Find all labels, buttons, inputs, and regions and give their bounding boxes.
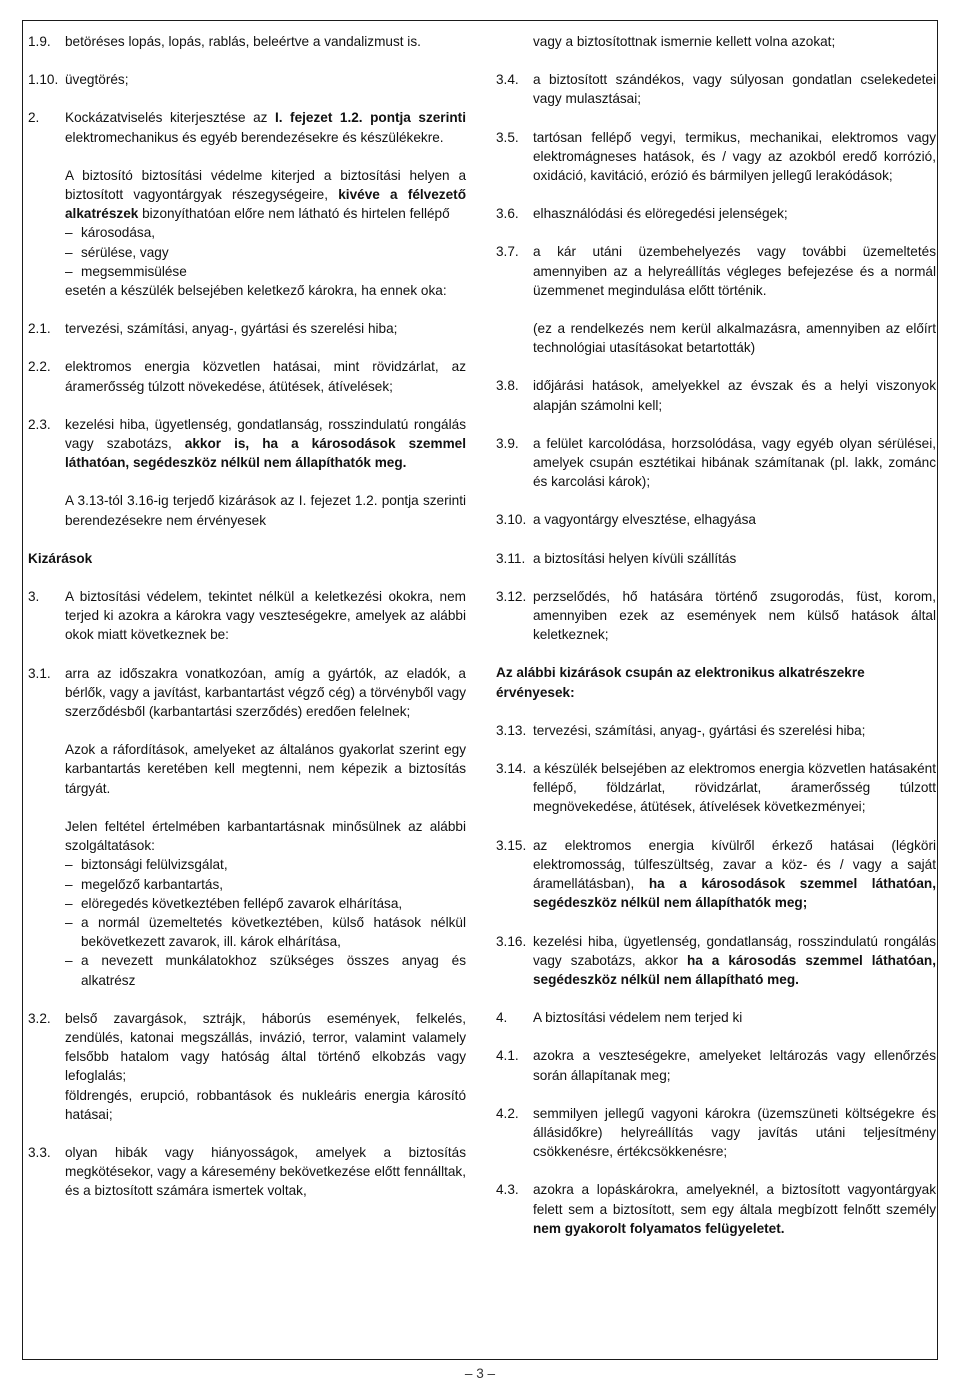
bold-text-run: I. fejezet 1.2. pontja szerinti (274, 110, 466, 126)
clause-3-3-continuation: vagy a biztosítottnak ismernie kellett volna azokat; (533, 34, 836, 49)
clause-text (533, 836, 936, 913)
coverage-paragraph-end: esetén a készülék belsejében keletkező károkra, ha ennek oka: (65, 283, 447, 299)
clause-number: 4.1. (496, 1048, 519, 1064)
clause-text (65, 108, 466, 146)
clause-text: tervezési, számítási, anyag-, gyártási és szerelési hiba; (533, 722, 866, 738)
clause-number: 3.14. (496, 761, 527, 777)
clause-number: 3.6. (496, 206, 519, 222)
list-item-text: megsemmisülése (81, 263, 187, 279)
clause-2-3 (28, 415, 466, 473)
clause-4-1 (496, 1046, 936, 1084)
clause-text: semmilyen jellegű vagyoni károkra (üzemszüneti költségekre és állásidőkre) helyreállítás vagy javítás utáni teljesítmény csökkenésre, értékcsökkenésre; (533, 1105, 936, 1160)
clause-number: 3.5. (496, 129, 519, 145)
list-item-text: elöregedés következtében fellépő zavarok elhárítása, (81, 895, 403, 911)
clause-3-2 (28, 1009, 466, 1086)
clause-number: 1.9. (28, 34, 51, 49)
dash-bullet: – (65, 953, 73, 969)
clause-3-15 (496, 836, 936, 913)
dash-bullet: – (65, 244, 73, 260)
clause-3-6 (496, 204, 936, 223)
dash-bullet: – (65, 895, 73, 911)
list-item (65, 875, 466, 894)
clause-text: A biztosítási védelem, tekintet nélkül a keletkezési okokra, nem terjed ki azokra a károkra vagy veszteségekre, amelyek az alábbi okok miatt következnek be: (65, 589, 466, 643)
clause-number: 2.2. (28, 359, 51, 375)
clause-3-1 (28, 664, 466, 722)
clause-text: azokra a veszteségekre, amelyeket leltározás vagy ellenőrzés során állapítanak meg; (533, 1048, 936, 1083)
dash-list (28, 223, 466, 281)
clause-number: 3.1. (28, 665, 51, 681)
list-item (65, 913, 466, 951)
clause-3-10 (496, 510, 936, 529)
clause-text: tervezési, számítási, anyag-, gyártási és szerelési hiba; (65, 321, 398, 337)
clause-number: 3.8. (496, 378, 519, 394)
clause-3-14 (496, 759, 936, 817)
clause-text: időjárási hatások, amelyekkel az évszak és a helyi viszonyok alapján számolni kell; (533, 378, 936, 413)
clause-3 (28, 587, 466, 645)
clause-4-2 (496, 1104, 936, 1162)
clause-text: a felület karcolódása, horzsolódása, vagy egyéb olyan sérülései, amelyek csupán esztétikai hibának számítanak (pl. lakk, zománc és karcolási károk); (533, 435, 936, 490)
list-item (65, 262, 466, 281)
list-item (65, 951, 466, 989)
clause-4-3 (496, 1180, 936, 1238)
clause-3-3 (28, 1143, 466, 1201)
clause-3-8 (496, 376, 936, 414)
clause-number: 3. (28, 589, 40, 605)
clause-number: 2.1. (28, 321, 51, 337)
service-list (28, 855, 466, 989)
clause-text: elhasználódási és elöregedési jelenségek; (533, 206, 788, 222)
dash-bullet: – (65, 263, 73, 279)
clause-number: 2.3. (28, 416, 51, 432)
clause-2 (28, 108, 466, 146)
list-item-text: sérülése, vagy (81, 244, 169, 260)
clause-number: 3.11. (496, 550, 526, 566)
clause-text: elektromos energia közvetlen hatásai, mint rövidzárlat, az áramerősség túlzott növekedése, átütések, átívelések; (65, 359, 466, 394)
clause-number: 3.2. (28, 1010, 51, 1026)
bold-text-run: nem gyakorolt folyamatos felügyeletet. (533, 1220, 785, 1236)
text-run: azokra a lopáskárokra, amelyeknél, a biztosított vagyontárgyak felett sem a biztosított, sem egy általa megbízott felnőtt személy (533, 1182, 936, 1217)
clause-text: A biztosítási védelem nem terjed ki (533, 1010, 743, 1026)
list-item-text: a nevezett munkálatokhoz szükséges összes anyag és alkatrész (81, 953, 466, 988)
clause-text (533, 1180, 936, 1238)
clause-text: a vagyontárgy elvesztése, elhagyása (533, 512, 756, 528)
clause-text: perzselődés, hő hatására történő zsugorodás, füst, korom, amennyiben ezek az események nem külső hatások által keletkeznek; (533, 588, 936, 643)
clause-3-7-note: (ez a rendelkezés nem kerül alkalmazásra, amennyiben az előírt technológiai utasításokat betartották) (533, 321, 936, 356)
clause-text: belső zavargások, sztrájk, háborús események, felkelés, zendülés, katonai megszállás, invázió, terror, valamint valamely felsőbb hatalom vagy hatóság által történő elkobzás vagy lefoglalás; (65, 1010, 466, 1084)
clause-number: 3.9. (496, 435, 519, 451)
section-heading: Kizárások (28, 550, 93, 566)
clause-number: 4. (496, 1010, 508, 1026)
list-item (65, 894, 466, 913)
clause-3-16 (496, 932, 936, 990)
list-item-text: biztonsági felülvizsgálat, (81, 857, 228, 873)
clause-number: 3.3. (28, 1144, 51, 1160)
left-column (28, 32, 466, 1220)
section-heading: Az alábbi kizárások csupán az elektronikus alkatrészekre érvényesek: (496, 665, 865, 700)
clause-2-1 (28, 319, 466, 338)
clause-number: 3.15. (496, 837, 527, 853)
text-run: kezelési hiba, ügyetlenség, gondatlanság, rosszindulatú rongálás vagy szabotázs, (65, 416, 466, 452)
clause-3-4 (496, 70, 936, 108)
list-item (65, 223, 466, 242)
clause-text: betöréses lopás, lopás, rablás, beleértve a vandalizmust is. (65, 34, 421, 49)
clause-number: 3.16. (496, 933, 527, 949)
clause-1-10 (28, 70, 466, 89)
bold-text-run: kivéve a félvezető alkatrészek (65, 187, 466, 222)
dash-bullet: – (65, 857, 73, 873)
clause-3-11 (496, 549, 936, 568)
clause-3-5 (496, 128, 936, 186)
dash-bullet: – (65, 876, 73, 892)
list-item (65, 855, 466, 874)
clause-number: 3.12. (496, 588, 527, 604)
clause-3-1-paragraph: Jelen feltétel értelmében karbantartásnak minősülnek az alábbi szolgáltatások: (65, 818, 466, 854)
clause-3-13 (496, 721, 936, 740)
coverage-paragraph (28, 166, 466, 224)
list-item-text: a normál üzemeltetés következtében, külső hatások nélkül bekövetkezett zavarok, ill. károk elhárítása, (81, 914, 466, 950)
clause-4 (496, 1008, 936, 1027)
clause-number: 1.10. (28, 72, 59, 88)
clause-3-7 (496, 242, 936, 300)
list-item-text: megelőző karbantartás, (81, 876, 224, 892)
clause-text (65, 415, 466, 473)
clause-number: 3.13. (496, 722, 527, 738)
clause-text: tartósan fellépő vegyi, termikus, mechanikai, elektromos vagy elektromágneses hatások, és / vagy az azokból eredő korrózió, oxidáció, kavitáció, erózió és bármilyen jellegű lerakódások; (533, 129, 936, 184)
right-column (496, 32, 936, 1257)
clause-text: arra az időszakra vonatkozóan, amíg a gyártók, az eladók, a bérlők, vagy a javítást, karbantartást végző cég) a törvényből vagy szerződésből (karbantartási szerződés) eredően felelnek; (65, 665, 466, 720)
clause-1-9 (28, 32, 466, 51)
list-item (65, 243, 466, 262)
text-run: Kockázatviselés kiterjesztése az (65, 110, 268, 126)
dash-bullet: – (65, 225, 73, 241)
clause-text: a kár utáni üzembehelyezés vagy további üzemeltetés amennyiben az a helyreállítás végleges befejezése és a normál üzemmenet megindulása előtt történik. (533, 244, 936, 298)
bold-text-run: ha a károsodások szemmel láthatóan, segédeszköz nélkül nem állapíthatók meg; (533, 876, 937, 911)
clause-text (533, 932, 936, 990)
clause-number: 4.2. (496, 1105, 519, 1121)
text-run: elektromechanikus és egyéb berendezésekre és készülékekre. (65, 129, 444, 145)
clause-3-12 (496, 587, 936, 645)
clause-3-9 (496, 434, 936, 492)
clause-number: 4.3. (496, 1182, 519, 1198)
bold-text-run: ha a károsodás szemmel láthatóan, segédeszköz nélkül nem állapítható meg. (533, 952, 936, 987)
clause-text: olyan hibák vagy hiányosságok, amelyek a biztosítás megkötésekor, vagy a káresemény bekövetkezése előtt fennálltak, és a biztosított számára ismertek voltak, (65, 1144, 466, 1199)
clause-text: a biztosított szándékos, vagy súlyosan gondatlan cselekedetei vagy mulasztásai; (533, 72, 936, 107)
text-run: bizonyíthatóan előre nem látható és hirtelen fellépő (142, 206, 450, 222)
clause-3-1-paragraph: Azok a ráfordítások, amelyeket az általános gyakorlat szerint egy karbantartás keretében kell megtenni, nem képezik a biztosítás tárgyát. (65, 742, 466, 796)
clause-3-2-paragraph: földrengés, erupció, robbantások és nukleáris energia károsító hatásai; (65, 1087, 466, 1122)
page-number: – 3 – (464, 1366, 496, 1381)
clause-text: a készülék belsejében az elektromos energia közvetlen hatásaként fellépő, földzárlat, rövidzárlat, áramerősség túlzott megnövekedése, átütések, átívelések következményei; (533, 761, 936, 815)
clause-2-2 (28, 357, 466, 395)
exclusion-note: A 3.13-tól 3.16-ig terjedő kizárások az I. fejezet 1.2. pontja szerinti berendezésekre nem érvényesek (65, 493, 466, 528)
bold-text-run: akkor is, ha a károsodások szemmel láthatóan, segédeszköz nélkül nem állapíthatók meg. (65, 436, 466, 471)
text-run: A biztosító biztosítási védelme kiterjed a biztosítási helyen a biztosított vagyontárgyak részegységeire, (65, 167, 466, 203)
clause-number: 3.4. (496, 72, 519, 88)
text-run: az elektromos energia kívülről érkező hatásai (légköri elektromosság, túlfeszültség, zavar a köz- és / vagy a saját áramellátásban), (533, 837, 936, 892)
dash-bullet: – (65, 914, 73, 930)
clause-text: a biztosítási helyen kívüli szállítás (533, 550, 737, 566)
list-item-text: károsodása, (81, 225, 156, 241)
clause-text: üvegtörés; (65, 72, 129, 88)
clause-number: 2. (28, 110, 40, 126)
clause-number: 3.7. (496, 244, 519, 260)
clause-number: 3.10. (496, 512, 527, 528)
text-run: kezelési hiba, ügyetlenség, gondatlanság, rosszindulatú rongálás vagy szabotázs, akkor (533, 933, 936, 968)
